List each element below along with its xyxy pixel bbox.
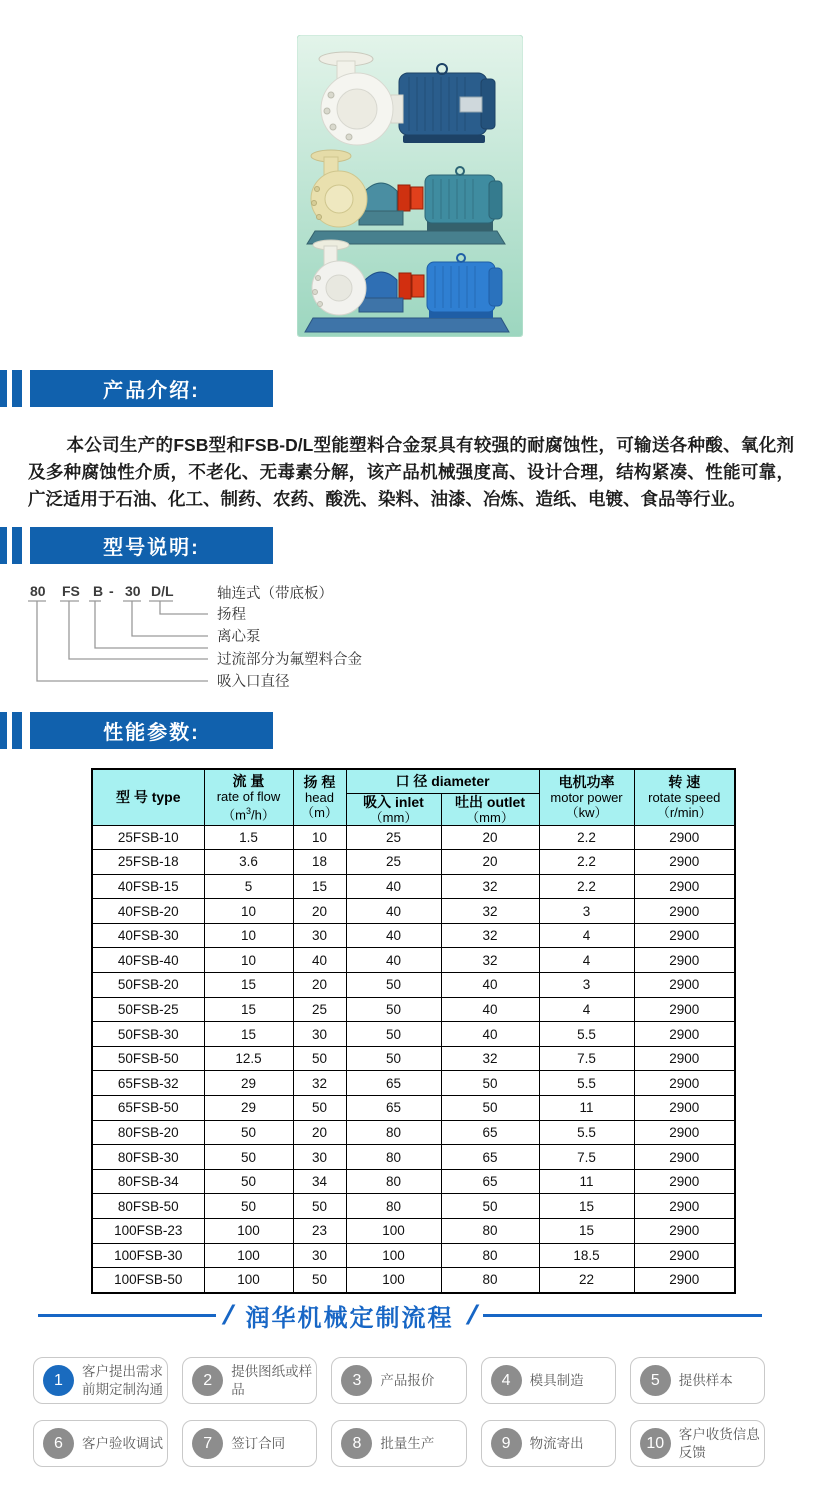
cell-inlet: 50 — [346, 1022, 441, 1047]
cell-outlet: 80 — [441, 1243, 539, 1268]
cell-outlet: 40 — [441, 1022, 539, 1047]
step-label: 提供图纸或样品 — [231, 1363, 313, 1397]
cell-flow: 12.5 — [204, 1046, 293, 1071]
cell-inlet: 80 — [346, 1120, 441, 1145]
cell-flow: 15 — [204, 973, 293, 998]
slash-decoration: / — [221, 1299, 234, 1330]
col-header-speed: 转 速 rotate speed （r/min） — [634, 769, 735, 825]
intro-paragraph: 本公司生产的FSB型和FSB-D/L型能塑料合金泵具有较强的耐腐蚀性，可输送各种酸、氧化剂及多种腐蚀性介质，不老化、无毒素分解，该产品机械强度高、设计合理，结构紧凑、性能可靠，广泛适用于石油、化工、制药、农药、酸洗、染料、油漆、冶炼、造纸、电镀、食品等行业。 — [28, 434, 794, 509]
cell-head: 32 — [293, 1071, 346, 1096]
model-code-diagram — [25, 574, 445, 699]
table-row — [92, 997, 735, 1022]
params-section-header — [0, 712, 300, 749]
table-row — [92, 1046, 735, 1071]
cell-type: 80FSB-30 — [92, 1145, 204, 1170]
col-header-flow: 流 量 rate of flow $(m^3/h)$ — [204, 769, 293, 825]
params-table-body — [92, 825, 735, 1293]
process-step — [331, 1357, 466, 1404]
model-code-pumptype: B — [93, 583, 104, 599]
cell-head: 18 — [293, 850, 346, 875]
table-row — [92, 825, 735, 850]
cell-outlet: 40 — [441, 997, 539, 1022]
model-section-title: 型号说明: — [30, 527, 273, 564]
table-row — [92, 1145, 735, 1170]
step-number-badge: 7 — [192, 1428, 223, 1459]
table-row — [92, 973, 735, 998]
process-step — [481, 1357, 616, 1404]
cell-head: 30 — [293, 923, 346, 948]
process-step — [33, 1420, 168, 1467]
cell-inlet: 40 — [346, 874, 441, 899]
cell-outlet: 32 — [441, 874, 539, 899]
step-number-badge: 9 — [491, 1428, 522, 1459]
cell-power: 2.2 — [539, 825, 634, 850]
header-accent-bar — [12, 712, 22, 749]
cell-power: 5.5 — [539, 1120, 634, 1145]
cell-speed: 2900 — [634, 1046, 735, 1071]
cell-head: 34 — [293, 1169, 346, 1194]
cell-speed: 2900 — [634, 1243, 735, 1268]
cell-flow: 3.6 — [204, 850, 293, 875]
cell-speed: 2900 — [634, 1022, 735, 1047]
pump-product-image — [297, 35, 523, 337]
cell-head: 30 — [293, 1243, 346, 1268]
cell-inlet: 100 — [346, 1243, 441, 1268]
cell-outlet: 80 — [441, 1219, 539, 1244]
cell-speed: 2900 — [634, 973, 735, 998]
process-step — [33, 1357, 168, 1404]
cell-type: 100FSB-23 — [92, 1219, 204, 1244]
table-row — [92, 948, 735, 973]
step-number-badge: 5 — [640, 1365, 671, 1396]
cell-inlet: 100 — [346, 1268, 441, 1293]
cell-outlet: 65 — [441, 1120, 539, 1145]
cell-inlet: 50 — [346, 973, 441, 998]
cell-speed: 2900 — [634, 1071, 735, 1096]
cell-inlet: 25 — [346, 825, 441, 850]
step-number-badge: 4 — [491, 1365, 522, 1396]
process-step — [630, 1420, 765, 1467]
cell-power: 4 — [539, 923, 634, 948]
model-label-variant: 轴连式（带底板） — [217, 586, 333, 602]
cell-speed: 2900 — [634, 850, 735, 875]
col-header-diameter: 口 径 diameter — [346, 769, 539, 793]
cell-type: 40FSB-40 — [92, 948, 204, 973]
cell-power: 7.5 — [539, 1145, 634, 1170]
cell-flow: 50 — [204, 1169, 293, 1194]
cell-type: 50FSB-20 — [92, 973, 204, 998]
model-section-header — [0, 527, 300, 564]
cell-type: 65FSB-50 — [92, 1096, 204, 1121]
cell-outlet: 20 — [441, 825, 539, 850]
model-code-suction: 80 — [30, 583, 46, 599]
step-label: 客户收货信息反馈 — [678, 1426, 760, 1460]
cell-speed: 2900 — [634, 1219, 735, 1244]
slash-decoration: / — [465, 1299, 478, 1330]
cell-speed: 2900 — [634, 923, 735, 948]
cell-flow: 100 — [204, 1268, 293, 1293]
cell-type: 65FSB-32 — [92, 1071, 204, 1096]
cell-flow: 10 — [204, 899, 293, 924]
cell-outlet: 32 — [441, 899, 539, 924]
table-row — [92, 1071, 735, 1096]
cell-power: 7.5 — [539, 1046, 634, 1071]
model-code-dash: - — [109, 583, 114, 599]
cell-outlet: 32 — [441, 948, 539, 973]
col-header-type: 型 号 type — [92, 769, 204, 825]
col-header-inlet: 吸入 inlet （mm） — [346, 793, 441, 825]
cell-type: 50FSB-50 — [92, 1046, 204, 1071]
step-number-badge: 2 — [192, 1365, 223, 1396]
col-header-head: 扬 程 head （m） — [293, 769, 346, 825]
cell-head: 10 — [293, 825, 346, 850]
cell-flow: 10 — [204, 923, 293, 948]
cell-type: 25FSB-18 — [92, 850, 204, 875]
cell-head: 50 — [293, 1268, 346, 1293]
cell-power: 4 — [539, 948, 634, 973]
header-accent-bar — [0, 370, 7, 407]
process-section-title: 润华机械定制流程 — [245, 1304, 454, 1332]
cell-type: 25FSB-10 — [92, 825, 204, 850]
process-step — [630, 1357, 765, 1404]
step-number-badge: 6 — [43, 1428, 74, 1459]
step-label: 物流寄出 — [529, 1435, 584, 1451]
cell-speed: 2900 — [634, 1169, 735, 1194]
cell-outlet: 80 — [441, 1268, 539, 1293]
cell-inlet: 100 — [346, 1219, 441, 1244]
table-row — [92, 1219, 735, 1244]
cell-flow: 10 — [204, 948, 293, 973]
cell-outlet: 40 — [441, 973, 539, 998]
cell-inlet: 80 — [346, 1169, 441, 1194]
cell-speed: 2900 — [634, 899, 735, 924]
cell-inlet: 50 — [346, 997, 441, 1022]
table-row — [92, 1169, 735, 1194]
process-steps-grid — [33, 1357, 765, 1467]
model-label-material: 过流部分为氟塑料合金 — [217, 652, 362, 668]
cell-speed: 2900 — [634, 1120, 735, 1145]
cell-outlet: 50 — [441, 1096, 539, 1121]
cell-outlet: 65 — [441, 1169, 539, 1194]
cell-flow: 1.5 — [204, 825, 293, 850]
col-header-power: 电机功率 motor power （kw） — [539, 769, 634, 825]
cell-inlet: 80 — [346, 1145, 441, 1170]
cell-inlet: 40 — [346, 948, 441, 973]
cell-head: 25 — [293, 997, 346, 1022]
diagram-connector-lines — [28, 601, 208, 681]
cell-head: 40 — [293, 948, 346, 973]
cell-outlet: 32 — [441, 923, 539, 948]
model-code-material: FS — [62, 583, 80, 599]
cell-outlet: 50 — [441, 1194, 539, 1219]
step-label: 客户验收调试 — [82, 1435, 163, 1451]
table-row — [92, 1194, 735, 1219]
header-accent-bar — [12, 370, 22, 407]
cell-inlet: 65 — [346, 1096, 441, 1121]
cell-power: 2.2 — [539, 850, 634, 875]
step-label: 签订合同 — [231, 1435, 286, 1451]
cell-head: 50 — [293, 1046, 346, 1071]
cell-power: 11 — [539, 1169, 634, 1194]
cell-inlet: 40 — [346, 899, 441, 924]
cell-type: 50FSB-25 — [92, 997, 204, 1022]
cell-speed: 2900 — [634, 1268, 735, 1293]
cell-flow: 29 — [204, 1071, 293, 1096]
cell-head: 15 — [293, 874, 346, 899]
cell-power: 15 — [539, 1219, 634, 1244]
table-row — [92, 1268, 735, 1293]
cell-speed: 2900 — [634, 874, 735, 899]
cell-flow: 50 — [204, 1120, 293, 1145]
cell-flow: 15 — [204, 1022, 293, 1047]
cell-power: 5.5 — [539, 1022, 634, 1047]
process-step — [182, 1357, 317, 1404]
model-label-head: 扬程 — [217, 607, 246, 623]
cell-type: 80FSB-34 — [92, 1169, 204, 1194]
performance-parameters-table — [91, 768, 736, 1294]
cell-power: 3 — [539, 899, 634, 924]
step-label: 模具制造 — [529, 1372, 584, 1388]
model-code-head: 30 — [125, 583, 141, 599]
model-code-variant: D/L — [151, 583, 174, 599]
process-step — [331, 1420, 466, 1467]
cell-head: 20 — [293, 1120, 346, 1145]
cell-speed: 2900 — [634, 997, 735, 1022]
cell-power: 11 — [539, 1096, 634, 1121]
cell-power: 22 — [539, 1268, 634, 1293]
cell-flow: 29 — [204, 1096, 293, 1121]
table-row — [92, 1120, 735, 1145]
step-number-badge: 3 — [341, 1365, 372, 1396]
cell-head: 23 — [293, 1219, 346, 1244]
cell-head: 20 — [293, 899, 346, 924]
cell-outlet: 32 — [441, 1046, 539, 1071]
table-row — [92, 1243, 735, 1268]
cell-inlet: 25 — [346, 850, 441, 875]
cell-outlet: 50 — [441, 1071, 539, 1096]
table-row — [92, 923, 735, 948]
step-label: 产品报价 — [380, 1372, 435, 1388]
cell-type: 50FSB-30 — [92, 1022, 204, 1047]
cell-power: 3 — [539, 973, 634, 998]
cell-outlet: 20 — [441, 850, 539, 875]
cell-speed: 2900 — [634, 1145, 735, 1170]
params-section-title: 性能参数: — [30, 712, 273, 749]
cell-type: 80FSB-50 — [92, 1194, 204, 1219]
cell-flow: 100 — [204, 1219, 293, 1244]
table-row — [92, 874, 735, 899]
cell-inlet: 80 — [346, 1194, 441, 1219]
cell-head: 20 — [293, 973, 346, 998]
cell-head: 50 — [293, 1096, 346, 1121]
col-header-outlet: 吐出 outlet （mm） — [441, 793, 539, 825]
cell-type: 80FSB-20 — [92, 1120, 204, 1145]
cell-head: 30 — [293, 1145, 346, 1170]
table-row — [92, 899, 735, 924]
cell-type: 40FSB-15 — [92, 874, 204, 899]
step-label: 提供样本 — [678, 1372, 733, 1388]
table-row — [92, 850, 735, 875]
cell-head: 50 — [293, 1194, 346, 1219]
divider-line-right — [483, 1314, 762, 1317]
process-step — [182, 1420, 317, 1467]
cell-flow: 100 — [204, 1243, 293, 1268]
process-section-divider — [38, 1299, 762, 1331]
cell-outlet: 65 — [441, 1145, 539, 1170]
cell-flow: 15 — [204, 997, 293, 1022]
header-accent-bar — [0, 712, 7, 749]
step-number-badge: 1 — [43, 1365, 74, 1396]
cell-speed: 2900 — [634, 1194, 735, 1219]
cell-speed: 2900 — [634, 1096, 735, 1121]
cell-power: 4 — [539, 997, 634, 1022]
cell-inlet: 65 — [346, 1071, 441, 1096]
divider-line-left — [38, 1314, 216, 1317]
cell-speed: 2900 — [634, 825, 735, 850]
cell-type: 40FSB-20 — [92, 899, 204, 924]
cell-power: 5.5 — [539, 1071, 634, 1096]
table-row — [92, 1096, 735, 1121]
model-label-pumptype: 离心泵 — [217, 629, 261, 645]
cell-flow: 5 — [204, 874, 293, 899]
cell-power: 18.5 — [539, 1243, 634, 1268]
cell-type: 40FSB-30 — [92, 923, 204, 948]
step-label: 客户提出需求前期定制沟通 — [82, 1363, 163, 1397]
cell-power: 2.2 — [539, 874, 634, 899]
header-accent-bar — [0, 527, 7, 564]
step-label: 批量生产 — [380, 1435, 435, 1451]
step-number-badge: 8 — [341, 1428, 372, 1459]
cell-type: 100FSB-30 — [92, 1243, 204, 1268]
header-accent-bar — [12, 527, 22, 564]
step-number-badge: 10 — [640, 1428, 671, 1459]
cell-flow: 50 — [204, 1145, 293, 1170]
cell-flow: 50 — [204, 1194, 293, 1219]
cell-head: 30 — [293, 1022, 346, 1047]
cell-type: 100FSB-50 — [92, 1268, 204, 1293]
cell-inlet: 50 — [346, 1046, 441, 1071]
intro-section-header — [0, 370, 300, 407]
cell-power: 15 — [539, 1194, 634, 1219]
cell-inlet: 40 — [346, 923, 441, 948]
process-step — [481, 1420, 616, 1467]
table-row — [92, 1022, 735, 1047]
model-label-suction: 吸入口直径 — [217, 674, 290, 690]
intro-section-title: 产品介绍: — [30, 370, 273, 407]
cell-speed: 2900 — [634, 948, 735, 973]
